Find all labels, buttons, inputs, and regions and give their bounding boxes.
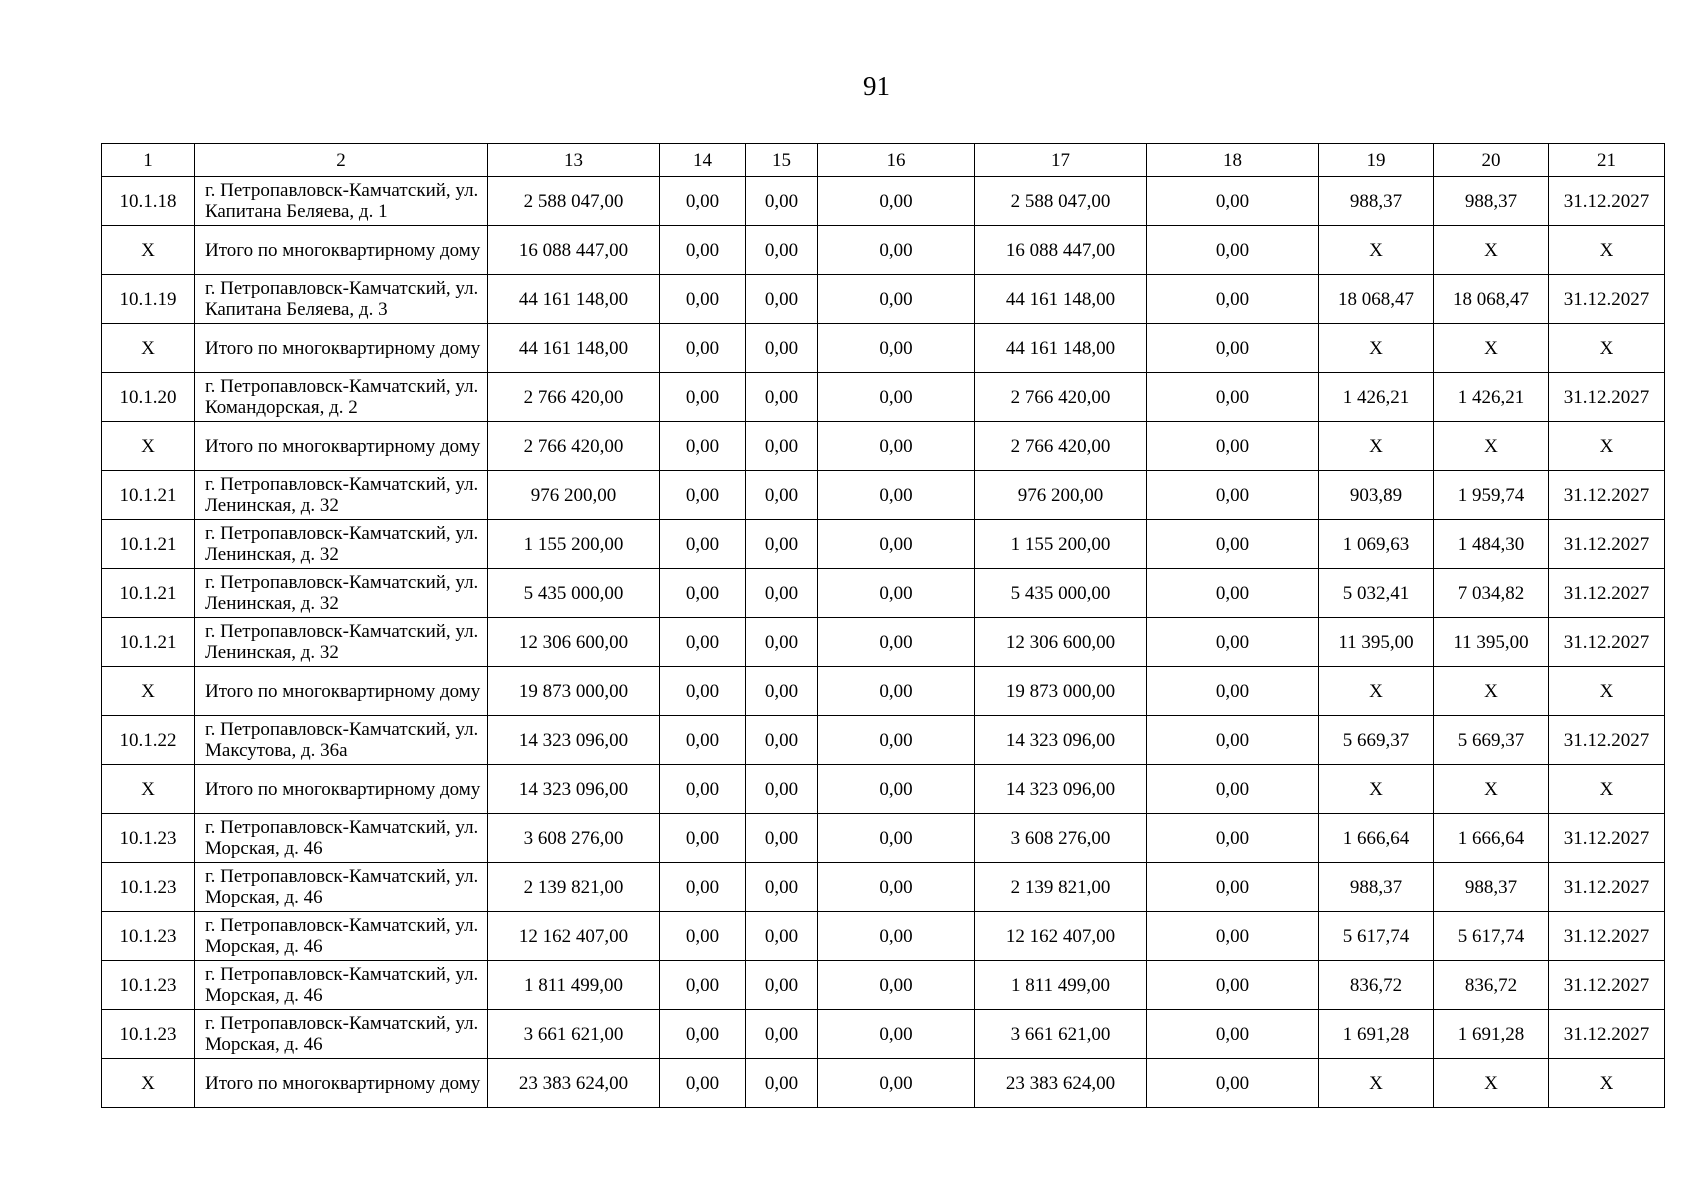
table-cell-col-18: 0,00 (1147, 912, 1319, 961)
table-cell-col-2: г. Петропавловск-Камчатский, ул. Морская, д. 46 (195, 912, 488, 961)
table-cell-col-14: 0,00 (660, 471, 746, 520)
table-row (102, 422, 1665, 471)
table-row (102, 961, 1665, 1010)
table-cell-col-16: 0,00 (818, 422, 975, 471)
table-cell-col-17: 976 200,00 (975, 471, 1147, 520)
table-cell-col-17: 2 766 420,00 (975, 422, 1147, 471)
column-header-col-1: 1 (102, 144, 195, 177)
table-cell-col-13: 2 139 821,00 (488, 863, 660, 912)
table-cell-col-21: 31.12.2027 (1549, 814, 1665, 863)
table-cell-col-20: 1 426,21 (1434, 373, 1549, 422)
table-cell-col-21: 31.12.2027 (1549, 471, 1665, 520)
table-cell-col-21: 31.12.2027 (1549, 716, 1665, 765)
table-cell-col-1: 10.1.18 (102, 177, 195, 226)
table-cell-col-19: 988,37 (1319, 177, 1434, 226)
table-cell-col-15: 0,00 (746, 1059, 818, 1108)
header-row (102, 144, 1665, 177)
table-cell-col-14: 0,00 (660, 177, 746, 226)
table-cell-col-15: 0,00 (746, 1010, 818, 1059)
table-cell-col-18: 0,00 (1147, 422, 1319, 471)
table-cell-col-19: X (1319, 226, 1434, 275)
table-row (102, 520, 1665, 569)
table-cell-col-13: 3 608 276,00 (488, 814, 660, 863)
table-cell-col-21: 31.12.2027 (1549, 569, 1665, 618)
table-cell-col-21: X (1549, 765, 1665, 814)
table-cell-col-17: 2 588 047,00 (975, 177, 1147, 226)
table-cell-col-16: 0,00 (818, 275, 975, 324)
table-cell-col-1: X (102, 226, 195, 275)
table-cell-col-21: X (1549, 422, 1665, 471)
table-cell-col-14: 0,00 (660, 716, 746, 765)
table-cell-col-2: Итого по многоквартирному дому (195, 324, 488, 373)
table-row (102, 275, 1665, 324)
table-cell-col-13: 23 383 624,00 (488, 1059, 660, 1108)
table-cell-col-1: X (102, 667, 195, 716)
table-cell-col-18: 0,00 (1147, 667, 1319, 716)
table-cell-col-17: 3 661 621,00 (975, 1010, 1147, 1059)
table-cell-col-1: X (102, 1059, 195, 1108)
table-cell-col-15: 0,00 (746, 814, 818, 863)
table-cell-col-16: 0,00 (818, 520, 975, 569)
table-cell-col-20: 7 034,82 (1434, 569, 1549, 618)
table-cell-col-13: 3 661 621,00 (488, 1010, 660, 1059)
table-cell-col-16: 0,00 (818, 912, 975, 961)
table-cell-col-14: 0,00 (660, 226, 746, 275)
table-row (102, 863, 1665, 912)
table-cell-col-1: 10.1.23 (102, 1010, 195, 1059)
table-cell-col-15: 0,00 (746, 912, 818, 961)
table-cell-col-17: 2 766 420,00 (975, 373, 1147, 422)
table-cell-col-1: 10.1.21 (102, 618, 195, 667)
table-cell-col-2: Итого по многоквартирному дому (195, 667, 488, 716)
table-cell-col-18: 0,00 (1147, 373, 1319, 422)
table-cell-col-19: X (1319, 324, 1434, 373)
table-cell-col-15: 0,00 (746, 373, 818, 422)
table-cell-col-16: 0,00 (818, 226, 975, 275)
table-cell-col-15: 0,00 (746, 471, 818, 520)
table-cell-col-20: 1 959,74 (1434, 471, 1549, 520)
column-header-col-17: 17 (975, 144, 1147, 177)
table-cell-col-13: 12 306 600,00 (488, 618, 660, 667)
column-header-col-2: 2 (195, 144, 488, 177)
table-row (102, 569, 1665, 618)
table-cell-col-1: X (102, 324, 195, 373)
table-cell-col-19: 1 426,21 (1319, 373, 1434, 422)
table-cell-col-19: 988,37 (1319, 863, 1434, 912)
table-cell-col-16: 0,00 (818, 618, 975, 667)
table-cell-col-2: г. Петропавловск-Камчатский, ул. Морская, д. 46 (195, 814, 488, 863)
table-cell-col-18: 0,00 (1147, 618, 1319, 667)
table-cell-col-14: 0,00 (660, 912, 746, 961)
table-cell-col-2: Итого по многоквартирному дому (195, 1059, 488, 1108)
table-cell-col-2: г. Петропавловск-Камчатский, ул. Морская, д. 46 (195, 961, 488, 1010)
table-cell-col-19: 18 068,47 (1319, 275, 1434, 324)
table-cell-col-16: 0,00 (818, 765, 975, 814)
table-cell-col-20: 1 691,28 (1434, 1010, 1549, 1059)
table-cell-col-18: 0,00 (1147, 1059, 1319, 1108)
table-cell-col-2: г. Петропавловск-Камчатский, ул. Ленинская, д. 32 (195, 520, 488, 569)
table-cell-col-19: 1 069,63 (1319, 520, 1434, 569)
table-cell-col-14: 0,00 (660, 765, 746, 814)
column-header-col-20: 20 (1434, 144, 1549, 177)
table-cell-col-13: 12 162 407,00 (488, 912, 660, 961)
table-cell-col-1: 10.1.20 (102, 373, 195, 422)
table-cell-col-20: X (1434, 1059, 1549, 1108)
table-cell-col-21: X (1549, 324, 1665, 373)
table-cell-col-13: 1 155 200,00 (488, 520, 660, 569)
table-cell-col-19: X (1319, 667, 1434, 716)
table-cell-col-21: 31.12.2027 (1549, 863, 1665, 912)
table-cell-col-1: X (102, 422, 195, 471)
column-header-col-16: 16 (818, 144, 975, 177)
table-cell-col-1: 10.1.21 (102, 520, 195, 569)
table-cell-col-16: 0,00 (818, 324, 975, 373)
table-cell-col-13: 44 161 148,00 (488, 324, 660, 373)
table-cell-col-19: 5 669,37 (1319, 716, 1434, 765)
table-cell-col-17: 12 306 600,00 (975, 618, 1147, 667)
table-cell-col-13: 2 766 420,00 (488, 373, 660, 422)
table-cell-col-21: 31.12.2027 (1549, 961, 1665, 1010)
table-cell-col-16: 0,00 (818, 716, 975, 765)
table-row (102, 226, 1665, 275)
table-cell-col-16: 0,00 (818, 863, 975, 912)
table-cell-col-19: X (1319, 422, 1434, 471)
table-cell-col-2: г. Петропавловск-Камчатский, ул. Ленинская, д. 32 (195, 471, 488, 520)
table-cell-col-17: 14 323 096,00 (975, 716, 1147, 765)
table-cell-col-19: 1 691,28 (1319, 1010, 1434, 1059)
table-cell-col-2: г. Петропавловск-Камчатский, ул. Командорская, д. 2 (195, 373, 488, 422)
table-cell-col-17: 1 811 499,00 (975, 961, 1147, 1010)
column-header-col-15: 15 (746, 144, 818, 177)
table-cell-col-1: 10.1.22 (102, 716, 195, 765)
table-row (102, 667, 1665, 716)
table-cell-col-14: 0,00 (660, 814, 746, 863)
table-cell-col-17: 1 155 200,00 (975, 520, 1147, 569)
table-cell-col-19: 903,89 (1319, 471, 1434, 520)
column-header-col-21: 21 (1549, 144, 1665, 177)
table-cell-col-20: 1 666,64 (1434, 814, 1549, 863)
table-cell-col-16: 0,00 (818, 177, 975, 226)
table-cell-col-19: X (1319, 1059, 1434, 1108)
table-cell-col-18: 0,00 (1147, 275, 1319, 324)
table-cell-col-20: 988,37 (1434, 863, 1549, 912)
table-cell-col-2: г. Петропавловск-Камчатский, ул. Капитана Беляева, д. 1 (195, 177, 488, 226)
table-cell-col-17: 12 162 407,00 (975, 912, 1147, 961)
table-cell-col-19: 836,72 (1319, 961, 1434, 1010)
table-cell-col-19: 5 617,74 (1319, 912, 1434, 961)
table-cell-col-17: 3 608 276,00 (975, 814, 1147, 863)
column-header-col-14: 14 (660, 144, 746, 177)
table-row (102, 1059, 1665, 1108)
table-cell-col-1: 10.1.21 (102, 569, 195, 618)
table-cell-col-21: X (1549, 226, 1665, 275)
table-cell-col-15: 0,00 (746, 177, 818, 226)
table-cell-col-2: г. Петропавловск-Камчатский, ул. Капитана Беляева, д. 3 (195, 275, 488, 324)
column-header-col-19: 19 (1319, 144, 1434, 177)
table-cell-col-21: 31.12.2027 (1549, 177, 1665, 226)
table-cell-col-19: X (1319, 765, 1434, 814)
table-cell-col-17: 44 161 148,00 (975, 324, 1147, 373)
table-cell-col-16: 0,00 (818, 814, 975, 863)
table-cell-col-14: 0,00 (660, 1059, 746, 1108)
table-cell-col-18: 0,00 (1147, 177, 1319, 226)
table-cell-col-21: 31.12.2027 (1549, 373, 1665, 422)
table-row (102, 373, 1665, 422)
table-cell-col-14: 0,00 (660, 961, 746, 1010)
table-cell-col-13: 44 161 148,00 (488, 275, 660, 324)
table-cell-col-13: 976 200,00 (488, 471, 660, 520)
table-cell-col-14: 0,00 (660, 1010, 746, 1059)
table-cell-col-20: X (1434, 324, 1549, 373)
table-cell-col-17: 23 383 624,00 (975, 1059, 1147, 1108)
table-cell-col-15: 0,00 (746, 863, 818, 912)
table-cell-col-17: 44 161 148,00 (975, 275, 1147, 324)
table-cell-col-14: 0,00 (660, 324, 746, 373)
table-body (102, 144, 1665, 1108)
table-row (102, 716, 1665, 765)
table-cell-col-16: 0,00 (818, 667, 975, 716)
table-cell-col-1: 10.1.23 (102, 961, 195, 1010)
table-cell-col-18: 0,00 (1147, 716, 1319, 765)
table-cell-col-19: 11 395,00 (1319, 618, 1434, 667)
table-cell-col-19: 5 032,41 (1319, 569, 1434, 618)
table-row (102, 814, 1665, 863)
table-cell-col-16: 0,00 (818, 471, 975, 520)
table-cell-col-20: X (1434, 765, 1549, 814)
table-cell-col-20: 1 484,30 (1434, 520, 1549, 569)
table-cell-col-15: 0,00 (746, 275, 818, 324)
table-cell-col-17: 5 435 000,00 (975, 569, 1147, 618)
table-cell-col-13: 1 811 499,00 (488, 961, 660, 1010)
table-row (102, 324, 1665, 373)
column-header-col-13: 13 (488, 144, 660, 177)
table-cell-col-1: 10.1.23 (102, 814, 195, 863)
table-cell-col-14: 0,00 (660, 569, 746, 618)
table-cell-col-20: 836,72 (1434, 961, 1549, 1010)
table-row (102, 765, 1665, 814)
table-cell-col-15: 0,00 (746, 961, 818, 1010)
table-cell-col-20: 11 395,00 (1434, 618, 1549, 667)
table-cell-col-2: Итого по многоквартирному дому (195, 765, 488, 814)
table-cell-col-2: г. Петропавловск-Камчатский, ул. Морская, д. 46 (195, 863, 488, 912)
table-cell-col-18: 0,00 (1147, 324, 1319, 373)
table-cell-col-16: 0,00 (818, 1010, 975, 1059)
table-cell-col-15: 0,00 (746, 324, 818, 373)
table-cell-col-16: 0,00 (818, 373, 975, 422)
table-cell-col-21: X (1549, 1059, 1665, 1108)
table-cell-col-2: Итого по многоквартирному дому (195, 422, 488, 471)
table-cell-col-15: 0,00 (746, 226, 818, 275)
table-cell-col-16: 0,00 (818, 1059, 975, 1108)
table-cell-col-16: 0,00 (818, 569, 975, 618)
table-cell-col-18: 0,00 (1147, 471, 1319, 520)
table-row (102, 471, 1665, 520)
table-cell-col-13: 19 873 000,00 (488, 667, 660, 716)
table-cell-col-21: 31.12.2027 (1549, 275, 1665, 324)
table-cell-col-14: 0,00 (660, 520, 746, 569)
table-cell-col-20: 988,37 (1434, 177, 1549, 226)
table-cell-col-15: 0,00 (746, 765, 818, 814)
table-cell-col-1: 10.1.23 (102, 912, 195, 961)
table-cell-col-14: 0,00 (660, 863, 746, 912)
table-cell-col-1: 10.1.23 (102, 863, 195, 912)
table-cell-col-17: 16 088 447,00 (975, 226, 1147, 275)
table-cell-col-14: 0,00 (660, 422, 746, 471)
table-cell-col-18: 0,00 (1147, 569, 1319, 618)
table-cell-col-13: 2 588 047,00 (488, 177, 660, 226)
table-cell-col-1: X (102, 765, 195, 814)
table-cell-col-13: 14 323 096,00 (488, 716, 660, 765)
page-number: 91 (863, 71, 890, 101)
table-cell-col-18: 0,00 (1147, 814, 1319, 863)
table-cell-col-14: 0,00 (660, 275, 746, 324)
table-cell-col-20: X (1434, 422, 1549, 471)
table-row (102, 1010, 1665, 1059)
table-cell-col-15: 0,00 (746, 569, 818, 618)
column-header-col-18: 18 (1147, 144, 1319, 177)
table-cell-col-20: X (1434, 667, 1549, 716)
table-row (102, 912, 1665, 961)
table-cell-col-14: 0,00 (660, 373, 746, 422)
table-cell-col-14: 0,00 (660, 618, 746, 667)
table-cell-col-2: г. Петропавловск-Камчатский, ул. Морская, д. 46 (195, 1010, 488, 1059)
table-cell-col-20: X (1434, 226, 1549, 275)
table-cell-col-15: 0,00 (746, 667, 818, 716)
table-cell-col-17: 19 873 000,00 (975, 667, 1147, 716)
table-cell-col-18: 0,00 (1147, 520, 1319, 569)
table-cell-col-18: 0,00 (1147, 1010, 1319, 1059)
table-cell-col-1: 10.1.21 (102, 471, 195, 520)
table-cell-col-13: 16 088 447,00 (488, 226, 660, 275)
table-cell-col-2: г. Петропавловск-Камчатский, ул. Ленинская, д. 32 (195, 569, 488, 618)
table-cell-col-2: Итого по многоквартирному дому (195, 226, 488, 275)
table-row (102, 177, 1665, 226)
table-cell-col-20: 18 068,47 (1434, 275, 1549, 324)
table-cell-col-21: 31.12.2027 (1549, 1010, 1665, 1059)
table-cell-col-18: 0,00 (1147, 863, 1319, 912)
table-cell-col-21: 31.12.2027 (1549, 912, 1665, 961)
table-cell-col-20: 5 617,74 (1434, 912, 1549, 961)
table-cell-col-18: 0,00 (1147, 961, 1319, 1010)
table-cell-col-14: 0,00 (660, 667, 746, 716)
table-cell-col-17: 2 139 821,00 (975, 863, 1147, 912)
table-cell-col-21: X (1549, 667, 1665, 716)
table-cell-col-18: 0,00 (1147, 226, 1319, 275)
table-cell-col-2: г. Петропавловск-Камчатский, ул. Максутова, д. 36а (195, 716, 488, 765)
table-cell-col-13: 2 766 420,00 (488, 422, 660, 471)
table-cell-col-15: 0,00 (746, 618, 818, 667)
table-cell-col-13: 14 323 096,00 (488, 765, 660, 814)
table-row (102, 618, 1665, 667)
table-cell-col-1: 10.1.19 (102, 275, 195, 324)
table-cell-col-15: 0,00 (746, 520, 818, 569)
table-cell-col-2: г. Петропавловск-Камчатский, ул. Ленинская, д. 32 (195, 618, 488, 667)
table-cell-col-17: 14 323 096,00 (975, 765, 1147, 814)
table-cell-col-19: 1 666,64 (1319, 814, 1434, 863)
table-cell-col-16: 0,00 (818, 961, 975, 1010)
table-cell-col-18: 0,00 (1147, 765, 1319, 814)
table-cell-col-13: 5 435 000,00 (488, 569, 660, 618)
data-table (101, 143, 1665, 1108)
table-cell-col-21: 31.12.2027 (1549, 618, 1665, 667)
table-cell-col-15: 0,00 (746, 422, 818, 471)
table-cell-col-20: 5 669,37 (1434, 716, 1549, 765)
table-cell-col-21: 31.12.2027 (1549, 520, 1665, 569)
table-cell-col-15: 0,00 (746, 716, 818, 765)
